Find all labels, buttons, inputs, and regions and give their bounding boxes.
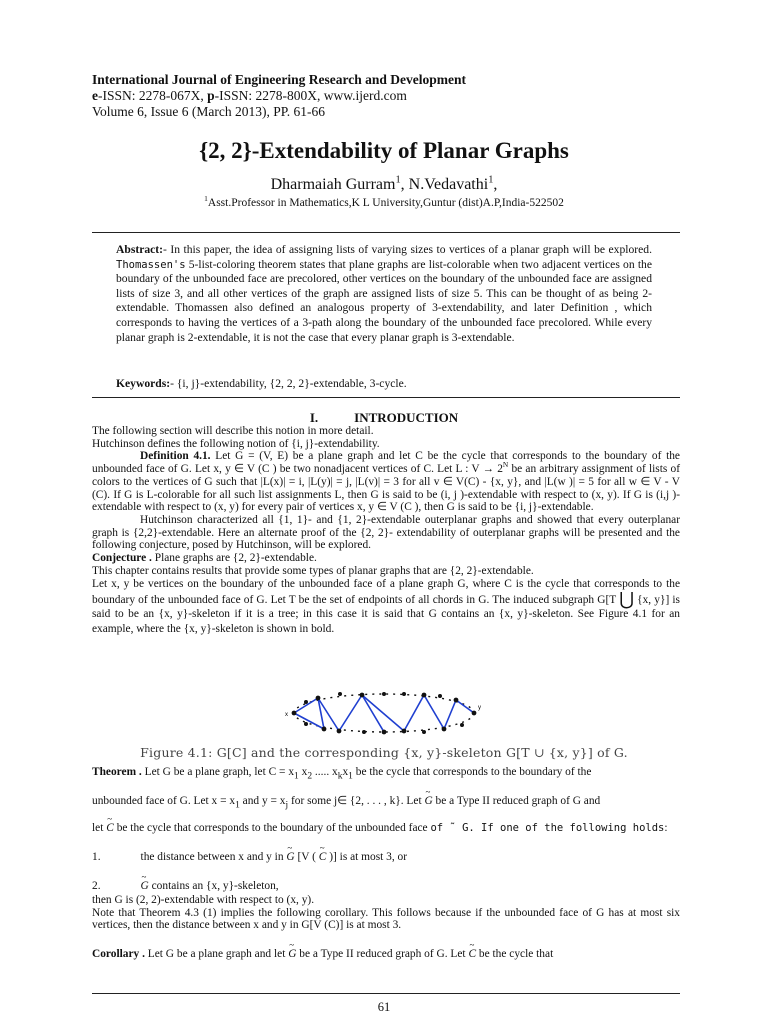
g-tilde-symbol: ~ G (424, 795, 432, 808)
definition-4-1: Definition 4.1. Let G = (V, E) be a plane graph and let C be the cycle that corresponds to the boundary of the unbounded face of G. Let x, y ∈ V (C ) be two nonadjacent vertices of C. Let L : $V \to 2^N$ be an arbitrary assignment of lists of colors to the vertices of G such that |L(x)| = i, |L(y)| = j, |L(v)| = 3 for all v ∈ V(C) - {x, y}, and |L(w )| = 5 for all w ∈ V - V (C). If G is L-colorable for all such list assignments L, then G is said to be (i, j )-extendable with respect to (x, y). If G is (i,j )-extendable with respect to (x, y) for every pair of vertices x, y ∈ V (C ), then G is said to be {i, j}-extendable. (92, 450, 680, 514)
abstract: Abstract:- In this paper, the idea of assigning lists of varying sizes to vertices of a planar graph will be explored. Thomassen's 5-list-coloring theorem states that plane graphs are list-colorable when two adjacent vertices on the boundary of the unbounded face are precolored, other vertices on the boundary of the unbounded face are assigned lists of size 3, and all other vertices of the graph are assigned lists of size 5. This can be thought of as being 2-extendable. Thomassen also defined an analogous property of 3-extendability, and later Definition , which corresponds to having the vertices of a 3-path along the boundary of the unbounded face precolored. While every planar graph is 2-extendable, it is not the case that every planar graph is 3-extendable. (116, 243, 652, 344)
affiliation: $^1$Asst.Professor in Mathematics,K L University,Guntur (dist)A.P,India-522502 (204, 194, 564, 209)
theorem-conclusion: then G is (2, 2)-extendable with respect to (x, y). Note that Theorem 4.3 (1) implies the following corollary. This follows because if the unbounded face of G has at most six vertices, then the distance between x and y in G[V (C)] is at most 3. (92, 894, 680, 932)
skeleton-paragraph: Let x, y be vertices on the boundary of the unbounded face of a plane graph G, where C is the cycle that corresponds to the boundary of the unbounded face of G. Let T be the set of endpoints of all chords in G. The induced subgraph G[T ⋃ {x, y}] is said to be an {x, y}-skeleton if it is a tree; in this case it is said that G contains an {x, y}-skeleton. See Figure 4.1 for an example, where the {x, y}-skeleton is shown in bold. (92, 578, 680, 635)
theorem-line-1: Theorem . Let G be a plane graph, let $C = x_1$ $x_2$ ..... $x_kx_1$ be the cycle that corresponds to the boundary of the (92, 766, 592, 782)
abstract-top-rule (92, 232, 680, 233)
paper-title: {2, 2}-Extendability of Planar Graphs (199, 138, 569, 163)
c-tilde-symbol: ~ C (106, 822, 114, 835)
abstract-bottom-rule (92, 397, 680, 398)
figure-4-1-graph (284, 688, 484, 738)
conjecture: Conjecture . Plane graphs are {2, 2}-extendable. (92, 552, 317, 565)
theorem-line-3: let ~ C be the cycle that corresponds to the boundary of the unbounded face of ˜ G. If one of the following holds: (92, 822, 680, 835)
theorem-item-2: 2.~ G contains an {x, y}-skeleton, (92, 880, 680, 893)
section-heading: I. INTRODUCTION (309, 410, 459, 425)
footer-rule (92, 993, 680, 994)
issn-line: e-ISSN: 2278-067X, p-ISSN: 2278-800X, www.ijerd.com (92, 88, 407, 103)
corollary: Corollary . Let G be a plane graph and let ~ G be a Type II reduced graph of G. Let ~ C be the cycle that (92, 948, 680, 961)
theorem-item-1: 1. the distance between x and y in ~ G [V ( ~ C )] is at most 3, or (92, 851, 680, 864)
introduction-body: The following section will describe this notion in more detail. Hutchinson defines the following notion of {i, j}-extendability. Definition 4.1. Let G = (V, E) be a plane graph and let C be the cycle that corresponds to the boundary of the unbounded face of G. Let x, y ∈ V (C ) be two nonadjacent vertices of C. Let L : $V \to 2^N$ be an arbitrary assignment of lists of colors to the vertices of G such that |L(x)| = i, |L(y)| = j, |L(v)| = 3 for all v ∈ V(C) - {x, y}, and |L(w )| = 5 for all w ∈ V - V (C). If G is L-colorable for all such list assignments L, then G is said to be (i, j )-extendable with respect to (x, y). If G is (i,j )-extendable with respect to (x, y) for every pair of vertices x, y ∈ V (C ), then G is said to be {i, j}-extendable. Hutchinson characterized all {1, 1}- and {1, 2}-extendable outerplanar graphs and showed that every outerplanar graph is {2,2}-extendable. Here an alternate proof of the {2, 2}- extendability of outerplanar graphs will be presented and the following conjecture, posed by Hutchinson, will be explored. Conjecture . Plane graphs are {2, 2}-extendable. This chapter contains results that provide some types of planar graphs that are {2, 2}-extendable. Let x, y be vertices on the boundary of the unbounded face of a plane graph G, where C is the cycle that corresponds to the boundary of the unbounded face of G. Let T be the set of endpoints of all chords in G. The induced subgraph G[T ⋃ {x, y}] is said to be an {x, y}-skeleton if it is a tree; in this case it is said that G contains an {x, y}-skeleton. See Figure 4.1 for an example, where the {x, y}-skeleton is shown in bold. (92, 425, 680, 635)
journal-name: International Journal of Engineering Research and Development (92, 72, 466, 87)
journal-header (92, 72, 466, 120)
figure-caption: Figure 4.1: G[C] and the corresponding {x, y}-skeleton G[T ∪ {x, y}] of G. (140, 745, 628, 760)
volume-line: Volume 6, Issue 6 (March 2013), PP. 61-66 (92, 104, 325, 119)
keywords: Keywords:- {i, j}-extendability, {2, 2, 2}-extendable, 3-cycle. (116, 377, 407, 390)
vertex-x-label: x (285, 712, 288, 718)
page-number: 61 (377, 1000, 391, 1014)
theorem-line-2: unbounded face of G. Let $x = x_1$ and $y = x_j$ for some j∈ {2, . . . , k}. Let ~ G be a Type II reduced graph of G and (92, 795, 680, 812)
vertex-y-label: y (478, 705, 481, 711)
authors: Dharmaiah Gurram$^1$, N.Vedavathi$^1$, (270, 174, 498, 193)
